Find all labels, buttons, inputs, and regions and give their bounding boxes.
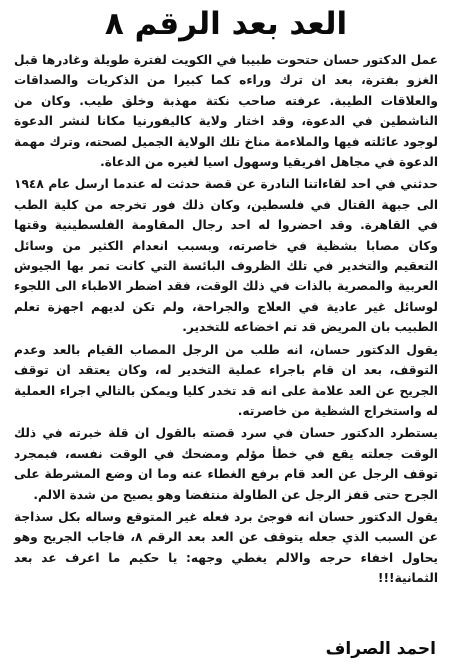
article-paragraph: يستطرد الدكتور حسان في سرد قصته بالقول ان قلة خبرته في ذلك الوقت جعلته يقع في خطأ مؤلم ومضحك في الوقت نفسه، فبمجرد توقف الرجل عن العد قام برفع الغطاء عنه وما ان وضع المشرطة على الجرح حتى قفز الرجل عن الطاولة منتفضا وهو يصيح من شدة الالم. [14,426,438,502]
article-paragraph: عمل الدكتور حسان حتحوت طبيبا في الكويت لفترة طويلة وغادرها قبل الغزو بفترة، بعد ان ترك وراءه كما كبيرا من الذكريات والصداقات والعلاقات الطيبة. عرفته صاحب نكتة مهذبة وخلق طيب. وكان من الناشطين في الدعوة، وقد اختار ولاية كاليفورنيا مكانا لنشر الدعوة لوجود عائلته فيها والملاءمة مناخ تلك الولاية الجميل لصحته، وترك مهمة الدعوة في مجاهل افريقيا وسهول اسيا لغيره من الدعاة. [14,53,438,170]
article-paragraph: حدثني في احد لقاءاتنا النادرة عن قصة حدثت له عندما ارسل عام ١٩٤٨ الى جبهة القتال في فلسطين، وكان ذلك فور تخرجه من كلية الطب في القاهرة. وقد احضروا له احد رجال المقاومة الفلسطينية وقتها وكان مصابا بشظية في خاصرته، وبسبب انعدام الكثير من وسائل التعقيم والتخدير في تلك الظروف البائسة التي كانت تمر بها الجيوش العربية والمصرية بالذات في ذلك الوقت، فقد اضطر الاطباء الى اللجوء لوسائل غير عادية في العلاج والجراحة، ولم تكن لديهم اجهزة تعلم الطبيب بان المريض قد تم اخضاعه للتخدير. [14,177,438,335]
article-paragraph: يقول الدكتور حسان انه فوجئ برد فعله غير المتوقع وساله بكل سذاجة عن السبب الذي جعله يتوقف عن العد بعد الرقم ٨، فاجاب الجريح وهو يحاول اخفاء حرجه والالم يغطي وجهه: يا حكيم ما اعرف عد بعد الثمانية!!! [14,509,439,586]
author-byline: احمد الصراف [325,639,436,659]
article-paragraph: يقول الدكتور حسان، انه طلب من الرجل المصاب القيام بالعد وعدم التوقف، بعد ان قام باجراء عملية التخدير له، وكان يعتقد ان توقف الجريح عن العد علامة على انه قد تخدر كليا ويمكن بالتالي اجراء العملية له واستخراج الشظية من خاصرته. [14,342,438,418]
article-body [14,50,438,589]
article-headline: العد بعد الرقم ٨ [104,6,348,42]
